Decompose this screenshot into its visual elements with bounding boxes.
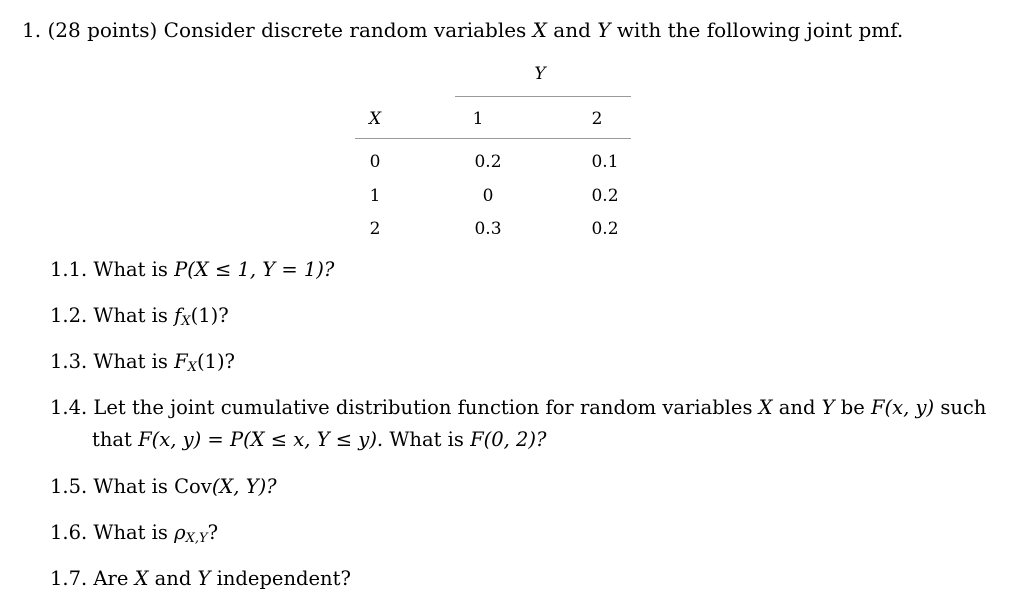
question-text: What is [93, 521, 168, 544]
question-math: (X, Y)? [211, 475, 277, 498]
table-top-rule [455, 96, 631, 97]
table-col-header: 1 [472, 109, 484, 129]
question-math-tail: ? [207, 521, 219, 544]
question-math: F(x, y) [870, 396, 935, 419]
header-text-pre: (28 points) Consider discrete random variables [47, 18, 527, 42]
question-and: and [154, 567, 192, 590]
question-1-2 [50, 304, 229, 329]
question-number: 1.2. [50, 304, 88, 327]
question-number: 1.5. [50, 475, 88, 498]
question-number: 1.3. [50, 350, 88, 373]
table-cell-x: 1 [369, 186, 381, 206]
question-1-4-line-2 [92, 428, 546, 451]
question-text: Let the joint cumulative distribution function for random variables [93, 396, 753, 419]
question-math-subscript: X,Y [185, 531, 208, 546]
question-math-tail: (1)? [190, 304, 229, 327]
question-text: What is Cov [93, 475, 212, 498]
question-1-1 [50, 258, 334, 281]
question-text: What is [389, 428, 464, 451]
problem-header [22, 18, 903, 42]
question-math: P(X ≤ 1, Y = 1)? [174, 258, 335, 281]
question-1-3 [50, 350, 235, 375]
table-col-header: 2 [591, 109, 603, 129]
var-y: Y [597, 18, 611, 42]
question-number: 1.6. [50, 521, 88, 544]
question-math: f [174, 304, 182, 327]
question-1-5 [50, 475, 277, 498]
question-text: What is [93, 304, 168, 327]
question-text: that [92, 428, 132, 451]
table-header-rule [355, 138, 631, 139]
question-and: and [778, 396, 816, 419]
question-number: 1.4. [50, 396, 88, 419]
table-cell: 0.3 [474, 219, 502, 239]
question-math: F [174, 350, 188, 373]
question-text-post: such [940, 396, 987, 419]
question-number: 1.7. [50, 567, 88, 590]
question-text-post: independent? [216, 567, 351, 590]
table-cell: 0.2 [474, 152, 502, 172]
question-var-x: X [134, 567, 149, 590]
question-1-6 [50, 521, 218, 546]
question-text: What is [93, 258, 168, 281]
var-x: X [532, 18, 547, 42]
question-be: be [840, 396, 865, 419]
question-var-y: Y [197, 567, 211, 590]
question-math-tail: (1)? [196, 350, 236, 373]
question-number: 1.1. [50, 258, 88, 281]
table-cell-x: 2 [369, 219, 381, 239]
question-text: Are [93, 567, 129, 590]
table-col-group-label: Y [534, 64, 546, 84]
table-cell: 0.2 [591, 219, 619, 239]
question-math: F(x, y) = P(X ≤ x, Y ≤ y). [138, 428, 384, 451]
header-text-post: with the following joint pmf. [616, 18, 904, 42]
problem-number: 1. [22, 18, 42, 42]
question-math: F(0, 2)? [470, 428, 547, 451]
question-1-7 [50, 567, 351, 590]
table-cell: 0.2 [591, 186, 619, 206]
question-math-subscript: X [187, 360, 197, 375]
question-var-y: Y [821, 396, 835, 419]
question-text: What is [93, 350, 168, 373]
table-cell: 0.1 [591, 152, 619, 172]
table-cell: 0 [482, 186, 494, 206]
table-row-label: X [368, 109, 382, 129]
question-math-subscript: X [181, 314, 191, 329]
question-1-4-line-1 [50, 396, 986, 419]
question-math: ρ [174, 521, 186, 544]
table-cell-x: 0 [369, 152, 381, 172]
header-and: and [553, 18, 591, 42]
question-var-x: X [758, 396, 773, 419]
